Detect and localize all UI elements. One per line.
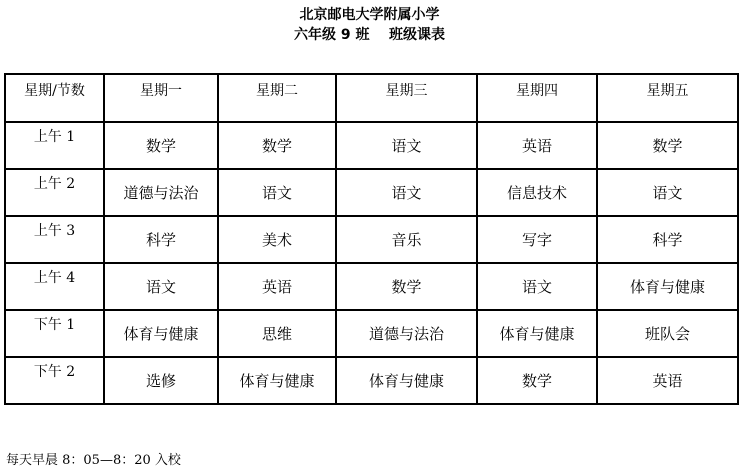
day-header-monday: 星期一 — [104, 74, 218, 122]
arrival-time-note: 每天早晨 8：05—8：20 入校 — [6, 453, 181, 468]
subject-cell: 英语 — [597, 357, 738, 404]
day-header-wednesday: 星期三 — [336, 74, 477, 122]
subject-cell: 英语 — [218, 263, 336, 310]
period-label: 上午 3 — [5, 216, 104, 263]
school-title: 北京邮电大学附属小学 — [299, 7, 440, 23]
subject-cell: 思维 — [218, 310, 336, 357]
corner-cell: 星期/节数 — [5, 74, 104, 122]
schedule-table — [4, 73, 739, 405]
subject-cell: 体育与健康 — [336, 357, 477, 404]
subject-cell: 科学 — [597, 216, 738, 263]
subject-cell: 选修 — [104, 357, 218, 404]
subject-cell: 科学 — [104, 216, 218, 263]
subject-cell: 语文 — [104, 263, 218, 310]
subject-cell: 写字 — [477, 216, 597, 263]
subject-cell: 体育与健康 — [104, 310, 218, 357]
period-label: 下午 2 — [5, 357, 104, 404]
table-row — [5, 122, 738, 169]
subject-cell: 数学 — [218, 122, 336, 169]
subject-cell: 语文 — [336, 169, 477, 216]
day-header-tuesday: 星期二 — [218, 74, 336, 122]
subject-cell: 体育与健康 — [477, 310, 597, 357]
class-schedule-title: 六年级 9 班 班级课表 — [294, 27, 445, 43]
subject-cell: 道德与法治 — [336, 310, 477, 357]
table-row — [5, 169, 738, 216]
subject-cell: 语文 — [218, 169, 336, 216]
subject-cell: 班队会 — [597, 310, 738, 357]
period-label: 上午 1 — [5, 122, 104, 169]
subject-cell: 信息技术 — [477, 169, 597, 216]
table-row — [5, 310, 738, 357]
subject-cell: 美术 — [218, 216, 336, 263]
subject-cell: 语文 — [597, 169, 738, 216]
subject-cell: 语文 — [336, 122, 477, 169]
subject-cell: 数学 — [336, 263, 477, 310]
table-row — [5, 263, 738, 310]
subject-cell: 体育与健康 — [218, 357, 336, 404]
subject-cell: 音乐 — [336, 216, 477, 263]
period-label: 上午 2 — [5, 169, 104, 216]
subject-cell: 体育与健康 — [597, 263, 738, 310]
subject-cell: 数学 — [477, 357, 597, 404]
day-header-friday: 星期五 — [597, 74, 738, 122]
header-row — [5, 74, 738, 122]
title-block — [0, 5, 739, 45]
subject-cell: 数学 — [597, 122, 738, 169]
period-label: 上午 4 — [5, 263, 104, 310]
table-row — [5, 216, 738, 263]
subject-cell: 语文 — [477, 263, 597, 310]
subject-cell: 道德与法治 — [104, 169, 218, 216]
subject-cell: 数学 — [104, 122, 218, 169]
period-label: 下午 1 — [5, 310, 104, 357]
day-header-thursday: 星期四 — [477, 74, 597, 122]
table-row — [5, 357, 738, 404]
subject-cell: 英语 — [477, 122, 597, 169]
